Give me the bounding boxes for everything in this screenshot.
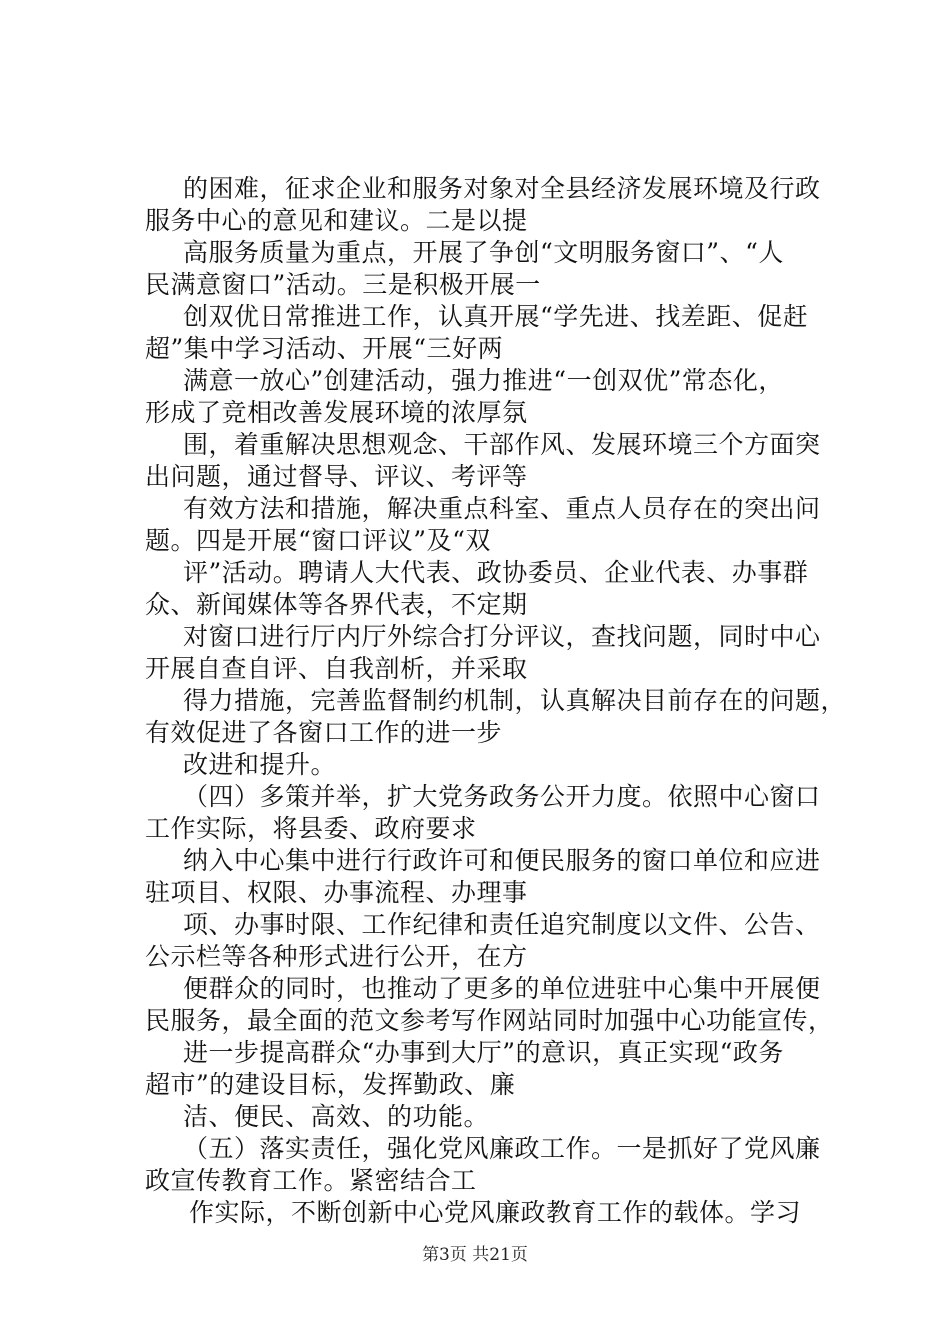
text-line: 工作实际，将县委、政府要求 xyxy=(145,814,477,843)
text-line: 对窗口进行厅内厅外综合打分评议，查找问题，同时中心 xyxy=(183,622,821,651)
text-line: 民满意窗口”活动。三是积极开展一 xyxy=(145,270,541,299)
text-line: 的困难，征求企业和服务对象对全县经济发展环境及行政 xyxy=(183,174,821,203)
text-line: （四）多策并举，扩大党务政务公开力度。依照中心窗口 xyxy=(183,782,821,811)
text-line: （五）落实责任，强化党风廉政工作。一是抓好了党风廉 xyxy=(183,1134,821,1163)
text-line: 服务中心的意见和建议。二是以提 xyxy=(145,206,528,235)
text-line: 纳入中心集中进行行政许可和便民服务的窗口单位和应进 xyxy=(183,846,821,875)
text-line: 得力措施，完善监督制约机制，认真解决目前存在的问题， xyxy=(183,686,847,715)
text-line: 出问题，通过督导、评议、考评等 xyxy=(145,462,528,491)
page-number-footer: 第3页 共21页 xyxy=(422,1245,528,1265)
text-line: 作实际，不断创新中心党风廉政教育工作的载体。学习 xyxy=(189,1198,802,1227)
text-line: 民服务，最全面的范文参考写作网站同时加强中心功能宣传， xyxy=(145,1006,834,1035)
text-line: 驻项目、权限、办事流程、办理事 xyxy=(145,878,528,907)
text-line: 公示栏等各种形式进行公开，在方 xyxy=(145,942,528,971)
text-line: 围，着重解决思想观念、干部作风、发展环境三个方面突 xyxy=(183,430,821,459)
text-line: 形成了竞相改善发展环境的浓厚氛 xyxy=(145,398,528,427)
text-line: 改进和提升。 xyxy=(183,750,337,779)
text-line: 超”集中学习活动、开展“三好两 xyxy=(145,334,504,363)
text-line: 评”活动。聘请人大代表、政协委员、企业代表、办事群 xyxy=(183,558,809,587)
text-line: 满意一放心”创建活动，强力推进“一创双优”常态化， xyxy=(183,366,784,395)
text-line: 题。四是开展“窗口评议”及“双 xyxy=(145,526,491,555)
text-line: 进一步提高群众“办事到大厅”的意识，真正实现“政务 xyxy=(183,1038,784,1067)
document-body xyxy=(145,173,845,1229)
text-line: 开展自查自评、自我剖析，并采取 xyxy=(145,654,528,683)
text-line: 创双优日常推进工作，认真开展“学先进、找差距、促赶 xyxy=(183,302,809,331)
text-line: 便群众的同时，也推动了更多的单位进驻中心集中开展便 xyxy=(183,974,821,1003)
text-line: 有效促进了各窗口工作的进一步 xyxy=(145,718,503,747)
text-line: 洁、便民、高效、的功能。 xyxy=(183,1102,490,1131)
text-line: 超市”的建设目标，发挥勤政、廉 xyxy=(145,1070,516,1099)
text-line: 政宣传教育工作。紧密结合工 xyxy=(145,1166,477,1195)
text-line: 项、办事时限、工作纪律和责任追究制度以文件、公告、 xyxy=(183,910,821,939)
text-line: 高服务质量为重点，开展了争创“文明服务窗口”、“人 xyxy=(183,238,784,267)
text-line: 众、新闻媒体等各界代表，不定期 xyxy=(145,590,528,619)
text-line: 有效方法和措施，解决重点科室、重点人员存在的突出问 xyxy=(183,494,821,523)
